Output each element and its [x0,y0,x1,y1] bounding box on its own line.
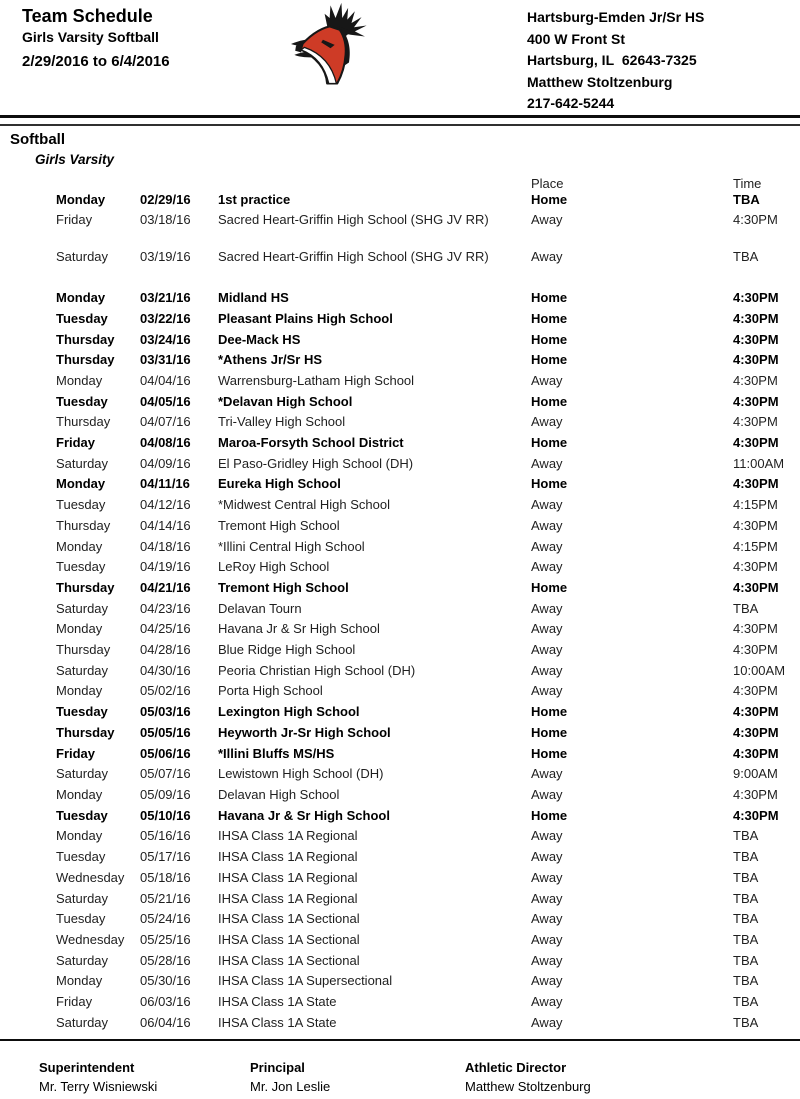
row-time: 4:30PM [733,579,779,595]
row-date: 04/11/16 [140,476,190,492]
schedule-row [0,393,800,414]
row-place: Home [531,807,568,823]
school-name: Hartsburg-Emden Jr/Sr HS [527,9,705,25]
row-day: Monday [56,621,103,637]
row-event: IHSA Class 1A Regional [218,828,358,844]
row-day: Thursday [56,517,111,533]
row-event: *Athens Jr/Sr HS [218,352,323,368]
schedule-rows [0,191,800,1035]
row-time: 4:30PM [733,704,779,720]
row-event: IHSA Class 1A Regional [218,869,358,885]
row-event: Havana Jr & Sr High School [218,807,390,823]
row-day: Tuesday [56,911,106,927]
row-day: Saturday [56,952,109,968]
row-event: Maroa-Forsyth School District [218,435,404,451]
row-day: Wednesday [56,869,125,885]
row-event: Sacred Heart-Griffin High School (SHG JV RR) [218,212,489,228]
row-date: 04/07/16 [140,414,191,430]
row-event: Lexington High School [218,704,360,720]
header-rule-top [0,115,800,118]
row-place: Home [531,393,568,409]
row-time: 4:30PM [733,724,779,740]
row-date: 03/31/16 [140,352,191,368]
contact-phone: 217-642-5244 [527,95,615,111]
row-date: 05/02/16 [140,683,191,699]
row-event: Tremont High School [218,579,349,595]
row-date: 04/12/16 [140,497,191,513]
contact-name: Matthew Stoltzenburg [527,73,673,90]
row-day: Monday [56,683,103,699]
schedule-row [0,807,800,828]
row-date: 05/17/16 [140,849,191,865]
date-range: 2/29/2016 to 6/4/2016 [22,53,170,70]
row-place: Away [531,559,563,575]
row-event: IHSA Class 1A Regional [218,849,358,865]
row-day: Saturday [56,766,109,782]
row-day: Monday [56,538,103,554]
row-day: Tuesday [56,807,108,823]
row-event: El Paso-Gridley High School (DH) [218,455,414,471]
row-event: IHSA Class 1A Sectional [218,952,360,968]
row-day: Tuesday [56,559,106,575]
schedule-row [0,662,800,683]
row-day: Saturday [56,455,109,471]
row-place: Home [531,435,568,451]
row-time: 4:30PM [733,414,778,430]
row-event: Heyworth Jr-Sr High School [218,724,391,740]
row-event: LeRoy High School [218,559,330,575]
row-date: 05/05/16 [140,724,191,740]
row-date: 04/28/16 [140,642,191,658]
row-day: Thursday [56,352,115,368]
row-event: Peoria Christian High School (DH) [218,662,416,678]
row-time: TBA [733,1014,759,1030]
schedule-row [0,248,800,269]
row-time: 9:00AM [733,766,778,782]
schedule-row [0,413,800,434]
footer-role-label: Principal [250,1060,305,1075]
row-date: 05/24/16 [140,911,191,927]
row-time: TBA [733,931,759,947]
schedule-row [0,972,800,993]
sport-heading: Softball [10,131,65,148]
schedule-row [0,890,800,911]
row-time: TBA [733,911,759,927]
schedule-row [0,869,800,890]
row-time: 4:30PM [733,290,779,306]
schedule-row [0,289,800,310]
schedule-column-headers [0,176,800,190]
row-event: *Illini Bluffs MS/HS [218,745,335,761]
row-place: Away [531,869,563,885]
row-place: Home [531,476,568,492]
team-level-heading: Girls Varsity [35,152,115,167]
row-date: 05/18/16 [140,869,191,885]
row-date: 05/06/16 [140,745,191,761]
row-date: 03/21/16 [140,290,191,306]
row-date: 05/07/16 [140,766,191,782]
row-time: 4:30PM [733,683,778,699]
schedule-row [0,191,800,212]
row-date: 03/24/16 [140,331,191,347]
row-time: 4:30PM [733,559,778,575]
row-event: Eureka High School [218,476,341,492]
schedule-row [0,786,800,807]
row-place: Home [531,331,568,347]
schedule-row [0,827,800,848]
row-time: 4:15PM [733,538,778,554]
row-time: 4:15PM [733,497,778,513]
row-time: TBA [733,973,759,989]
row-time: 4:30PM [733,476,779,492]
row-place: Away [531,414,563,430]
row-place: Away [531,621,563,637]
row-day: Tuesday [56,393,108,409]
row-date: 04/21/16 [140,579,191,595]
schedule-row [0,517,800,538]
row-date: 04/09/16 [140,455,191,471]
row-date: 04/30/16 [140,662,191,678]
row-place: Home [531,724,568,740]
team-subtitle: Girls Varsity Softball [22,29,159,45]
schedule-row [0,993,800,1014]
row-time: 4:30PM [733,372,778,388]
row-date: 06/04/16 [140,1014,191,1030]
row-day: Friday [56,994,93,1010]
row-day: Saturday [56,662,109,678]
row-place: Away [531,952,563,968]
row-time: TBA [733,600,759,616]
row-day: Thursday [56,579,115,595]
row-place: Away [531,600,563,616]
row-event: Delavan Tourn [218,600,302,616]
row-place: Away [531,973,563,989]
row-event: Sacred Heart-Griffin High School (SHG JV RR) [218,248,489,264]
row-event: 1st practice [218,191,291,207]
row-day: Thursday [56,414,111,430]
schedule-row [0,579,800,600]
footer-person-name: Mr. Jon Leslie [250,1079,331,1094]
row-time: TBA [733,849,759,865]
stag-mascot-logo [291,2,375,86]
row-place: Home [531,310,568,326]
header-rule-bottom [0,124,800,127]
row-day: Saturday [56,248,109,264]
school-address2: Hartsburg, IL 62643-7325 [527,52,697,68]
schedule-row [0,910,800,931]
row-date: 04/05/16 [140,393,191,409]
row-place: Away [531,890,563,906]
row-date: 05/21/16 [140,890,191,906]
schedule-row [0,931,800,952]
row-place: Away [531,455,563,471]
row-event: *Midwest Central High School [218,497,390,513]
row-time: 4:30PM [733,435,779,451]
row-place: Away [531,994,563,1010]
row-time: 4:30PM [733,212,778,228]
schedule-row [0,455,800,476]
row-place: Away [531,497,563,513]
schedule-row [0,724,800,745]
row-place: Away [531,372,563,388]
schedule-row [0,765,800,786]
row-event: IHSA Class 1A State [218,994,337,1010]
row-time: TBA [733,869,759,885]
row-event: Delavan High School [218,786,340,802]
school-info [527,7,704,115]
row-time: 10:00AM [733,662,786,678]
row-place: Away [531,662,563,678]
row-time: 4:30PM [733,393,779,409]
row-day: Monday [56,828,103,844]
schedule-row [0,600,800,621]
row-day: Friday [56,212,93,228]
row-day: Tuesday [56,849,106,865]
row-day: Saturday [56,890,109,906]
row-date: 05/30/16 [140,973,191,989]
row-place: Away [531,248,563,264]
row-time: 4:30PM [733,331,779,347]
stag-head-icon [291,2,375,86]
footer-rule [0,1039,800,1041]
row-event: IHSA Class 1A Supersectional [218,973,393,989]
schedule-row [0,331,800,352]
row-event: IHSA Class 1A Sectional [218,911,360,927]
row-date: 06/03/16 [140,994,191,1010]
row-date: 04/23/16 [140,600,191,616]
footer-role-label: Superintendent [39,1060,135,1075]
row-place: Away [531,931,563,947]
footer-column [39,1060,158,1094]
row-time: TBA [733,828,759,844]
row-day: Tuesday [56,310,108,326]
row-place: Away [531,828,563,844]
schedule-row [0,211,800,232]
row-event: IHSA Class 1A Regional [218,890,358,906]
row-date: 04/25/16 [140,621,191,637]
row-time: 4:30PM [733,745,779,761]
row-place: Home [531,191,568,207]
row-place: Away [531,1014,563,1030]
row-place: Home [531,352,568,368]
row-place: Away [531,212,563,228]
row-date: 03/22/16 [140,310,191,326]
row-event: Blue Ridge High School [218,642,356,658]
row-event: Havana Jr & Sr High School [218,621,380,637]
row-time: TBA [733,952,759,968]
row-event: Tremont High School [218,517,340,533]
footer-person-name: Mr. Terry Wisniewski [39,1079,158,1094]
row-event: Midland HS [218,290,289,306]
row-time: TBA [733,994,759,1010]
schedule-row [0,952,800,973]
row-event: *Delavan High School [218,393,353,409]
schedule-row [0,641,800,662]
row-event: Lewistown High School (DH) [218,766,384,782]
schedule-row [0,351,800,372]
row-time: 4:30PM [733,621,778,637]
row-day: Thursday [56,331,115,347]
schedule-row [0,310,800,331]
row-date: 05/09/16 [140,786,191,802]
row-date: 05/28/16 [140,952,191,968]
row-place: Away [531,766,563,782]
row-day: Friday [56,745,96,761]
row-day: Tuesday [56,704,108,720]
schedule-row [0,496,800,517]
row-place: Away [531,538,563,554]
page-title: Team Schedule [22,6,153,26]
row-place: Home [531,579,568,595]
row-time: 4:30PM [733,642,778,658]
row-day: Tuesday [56,497,106,513]
row-day: Saturday [56,600,109,616]
schedule-row [0,1014,800,1035]
row-event: IHSA Class 1A Sectional [218,931,360,947]
row-date: 04/19/16 [140,559,191,575]
place-column-header: Place [531,176,564,191]
row-date: 04/04/16 [140,372,191,388]
row-day: Thursday [56,724,115,740]
row-day: Friday [56,435,96,451]
row-place: Away [531,517,563,533]
row-event: *Illini Central High School [218,538,365,554]
row-time: TBA [733,890,759,906]
row-place: Home [531,745,568,761]
row-place: Away [531,786,563,802]
row-date: 03/19/16 [140,248,191,264]
footer-person-name: Matthew Stoltzenburg [465,1079,591,1094]
footer-role-label: Athletic Director [465,1060,567,1075]
row-time: 11:00AM [733,455,785,471]
row-place: Home [531,704,568,720]
row-day: Monday [56,290,106,306]
row-place: Away [531,642,563,658]
row-day: Monday [56,372,103,388]
schedule-row [0,434,800,455]
row-date: 05/16/16 [140,828,191,844]
schedule-row [0,372,800,393]
time-column-header: Time [733,176,762,191]
row-date: 02/29/16 [140,191,191,207]
footer-column [250,1060,331,1094]
row-time: 4:30PM [733,310,779,326]
row-event: Warrensburg-Latham High School [218,372,415,388]
row-time: TBA [733,248,759,264]
schedule-row [0,682,800,703]
row-day: Monday [56,973,103,989]
row-day: Monday [56,786,103,802]
report-heading [22,6,170,71]
schedule-row [0,538,800,559]
row-event: Dee-Mack HS [218,331,301,347]
row-time: 4:30PM [733,786,778,802]
row-day: Thursday [56,642,111,658]
schedule-row [0,620,800,641]
row-place: Away [531,911,563,927]
schedule-row [0,745,800,766]
row-day: Monday [56,476,106,492]
schedule-row [0,703,800,724]
row-day: Saturday [56,1014,109,1030]
row-event: Pleasant Plains High School [218,310,393,326]
row-date: 04/14/16 [140,517,191,533]
row-date: 05/10/16 [140,807,191,823]
footer-column [465,1060,591,1094]
row-event: Tri-Valley High School [218,414,346,430]
school-address1: 400 W Front St [527,30,626,47]
schedule-row [0,475,800,496]
row-event: IHSA Class 1A State [218,1014,337,1030]
row-date: 05/25/16 [140,931,191,947]
row-date: 04/08/16 [140,435,191,451]
schedule-row [0,558,800,579]
row-time: 4:30PM [733,517,778,533]
row-date: 03/18/16 [140,212,191,228]
row-place: Away [531,683,563,699]
schedule-row [0,848,800,869]
row-place: Away [531,849,563,865]
row-day: Monday [56,191,106,207]
row-place: Home [531,290,568,306]
row-day: Wednesday [56,931,125,947]
row-time: TBA [733,191,760,207]
row-time: 4:30PM [733,807,779,823]
row-event: Porta High School [218,683,323,699]
row-time: 4:30PM [733,352,779,368]
row-date: 04/18/16 [140,538,191,554]
row-date: 05/03/16 [140,704,191,720]
